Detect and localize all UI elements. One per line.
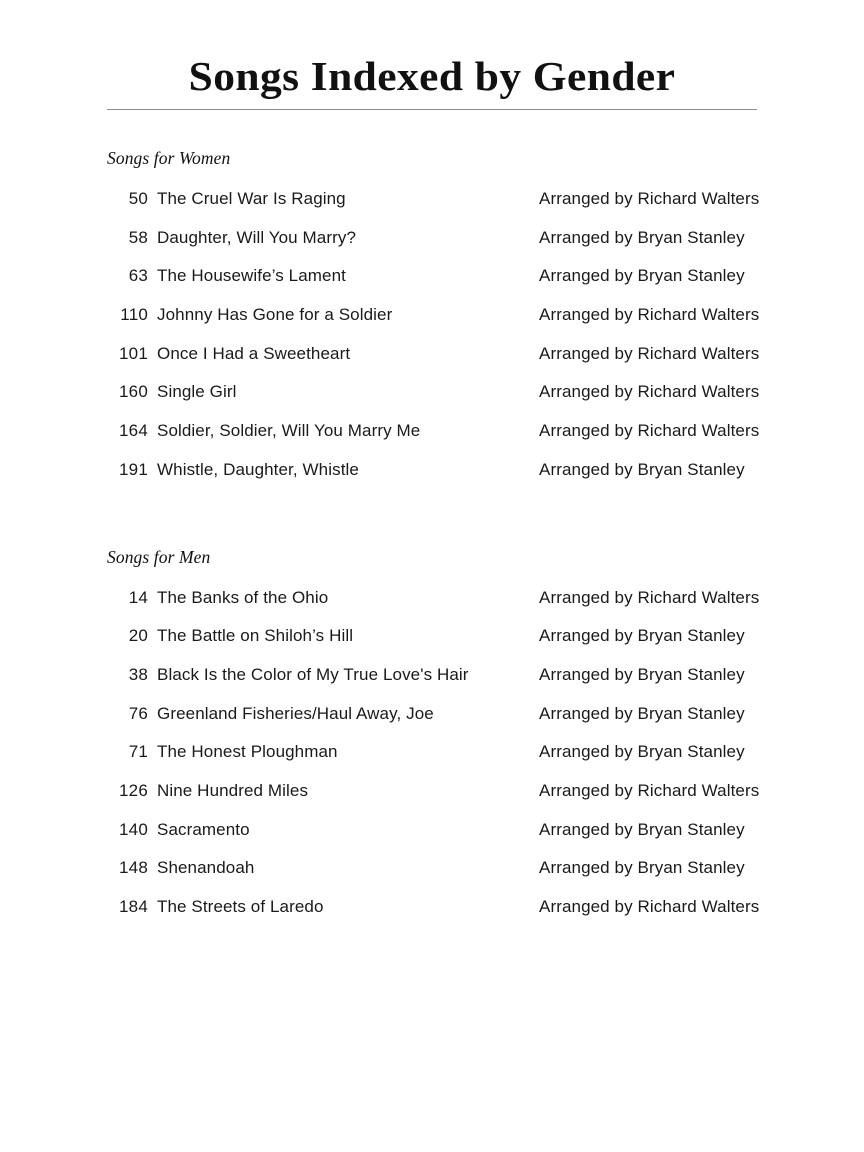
song-entry [107, 820, 757, 859]
song-title: The Honest Ploughman [157, 742, 338, 762]
song-entry-row [107, 742, 757, 762]
song-entry-row [107, 228, 757, 248]
song-arranger: Arranged by Richard Walters [539, 305, 760, 325]
section-heading: Songs for Women [107, 148, 231, 168]
song-entry [107, 266, 757, 305]
song-section [107, 546, 760, 936]
song-arranger: Arranged by Bryan Stanley [539, 858, 745, 878]
song-entry-row [107, 665, 757, 685]
song-page-number: 71 [128, 742, 148, 762]
song-page-number: 63 [128, 266, 148, 286]
song-page-number: 191 [119, 459, 148, 479]
song-entry-row [107, 421, 760, 441]
song-arranger: Arranged by Richard Walters [539, 897, 760, 916]
song-entry-row [107, 626, 757, 646]
song-arranger: Arranged by Bryan Stanley [539, 819, 745, 839]
song-title: Sacramento [157, 819, 250, 839]
song-title: Shenandoah [157, 858, 255, 878]
song-entry-row [107, 780, 760, 801]
song-title: Daughter, Will You Marry? [157, 227, 357, 247]
song-arranger: Arranged by Richard Walters [539, 587, 760, 607]
song-arranger: Arranged by Bryan Stanley [539, 266, 745, 286]
song-title: Greenland Fisheries/Haul Away, Joe [157, 703, 434, 723]
song-entry-row [107, 858, 757, 878]
song-title: Once I Had a Sweetheart [157, 343, 351, 363]
song-entry [107, 343, 760, 383]
song-page-number: 148 [119, 858, 148, 878]
song-entry [107, 742, 757, 781]
song-title: Johnny Has Gone for a Soldier [157, 305, 393, 325]
song-arranger: Arranged by Bryan Stanley [539, 227, 745, 247]
song-entry [107, 189, 760, 228]
song-arranger: Arranged by Bryan Stanley [539, 703, 745, 723]
song-entry-row [107, 382, 760, 402]
song-entry [107, 626, 757, 665]
song-page-number: 38 [128, 664, 148, 684]
song-entry-row [107, 460, 757, 480]
song-page-number: 140 [119, 819, 148, 839]
song-arranger: Arranged by Bryan Stanley [539, 626, 745, 646]
song-entry [107, 858, 757, 897]
song-entry [107, 780, 760, 820]
song-title: The Banks of the Ohio [157, 587, 329, 607]
song-entry [107, 587, 760, 627]
song-page-number: 101 [119, 343, 148, 363]
song-page-number: 14 [128, 587, 148, 607]
song-entry [107, 228, 757, 267]
song-title: Black Is the Color of My True Love's Hair [157, 664, 469, 684]
section-heading: Songs for Men [107, 546, 211, 567]
song-page-number: 160 [119, 382, 148, 402]
song-arranger: Arranged by Richard Walters [539, 189, 760, 208]
song-entry-row [107, 343, 760, 364]
song-entry [107, 421, 760, 460]
title-divider [107, 109, 757, 110]
song-title: Soldier, Soldier, Will You Marry Me [157, 421, 421, 441]
song-entry-row [107, 189, 760, 209]
song-arranger: Arranged by Richard Walters [539, 382, 760, 402]
song-page-number: 126 [119, 780, 148, 800]
title-block [107, 54, 757, 110]
song-arranger: Arranged by Richard Walters [539, 780, 760, 800]
song-entry-row [107, 587, 760, 608]
song-entry-row [107, 820, 757, 840]
song-page-number: 164 [119, 421, 148, 441]
song-arranger: Arranged by Richard Walters [539, 343, 760, 363]
song-list [107, 189, 760, 499]
song-entry [107, 704, 757, 743]
page-title: Songs Indexed by Gender [188, 53, 676, 99]
song-list [107, 587, 760, 936]
song-arranger: Arranged by Bryan Stanley [539, 459, 745, 479]
song-arranger: Arranged by Richard Walters [539, 421, 760, 441]
song-entry [107, 665, 757, 704]
song-title: Nine Hundred Miles [157, 780, 309, 800]
song-entry [107, 897, 760, 936]
song-page-number: 76 [128, 703, 148, 723]
song-entry-row [107, 266, 757, 286]
song-page-number: 110 [120, 305, 148, 325]
song-entry-row [107, 897, 760, 917]
song-page-number: 20 [128, 626, 148, 646]
song-arranger: Arranged by Bryan Stanley [539, 742, 745, 762]
index-content [107, 148, 760, 936]
song-title: Single Girl [157, 382, 237, 402]
song-entry [107, 382, 760, 421]
song-title: Whistle, Daughter, Whistle [157, 459, 359, 479]
song-entry [107, 305, 760, 344]
song-page-number: 58 [128, 227, 148, 247]
song-title: The Streets of Laredo [157, 897, 324, 916]
song-page-number: 184 [119, 897, 148, 916]
song-arranger: Arranged by Bryan Stanley [539, 664, 745, 684]
song-title: The Battle on Shiloh’s Hill [157, 626, 354, 646]
song-title: The Cruel War Is Raging [157, 189, 346, 208]
song-entry-row [107, 305, 760, 325]
song-title: The Housewife’s Lament [157, 266, 346, 286]
song-entry [107, 460, 757, 499]
song-page-number: 50 [128, 189, 148, 208]
song-entry-row [107, 704, 757, 724]
song-section [107, 148, 760, 499]
